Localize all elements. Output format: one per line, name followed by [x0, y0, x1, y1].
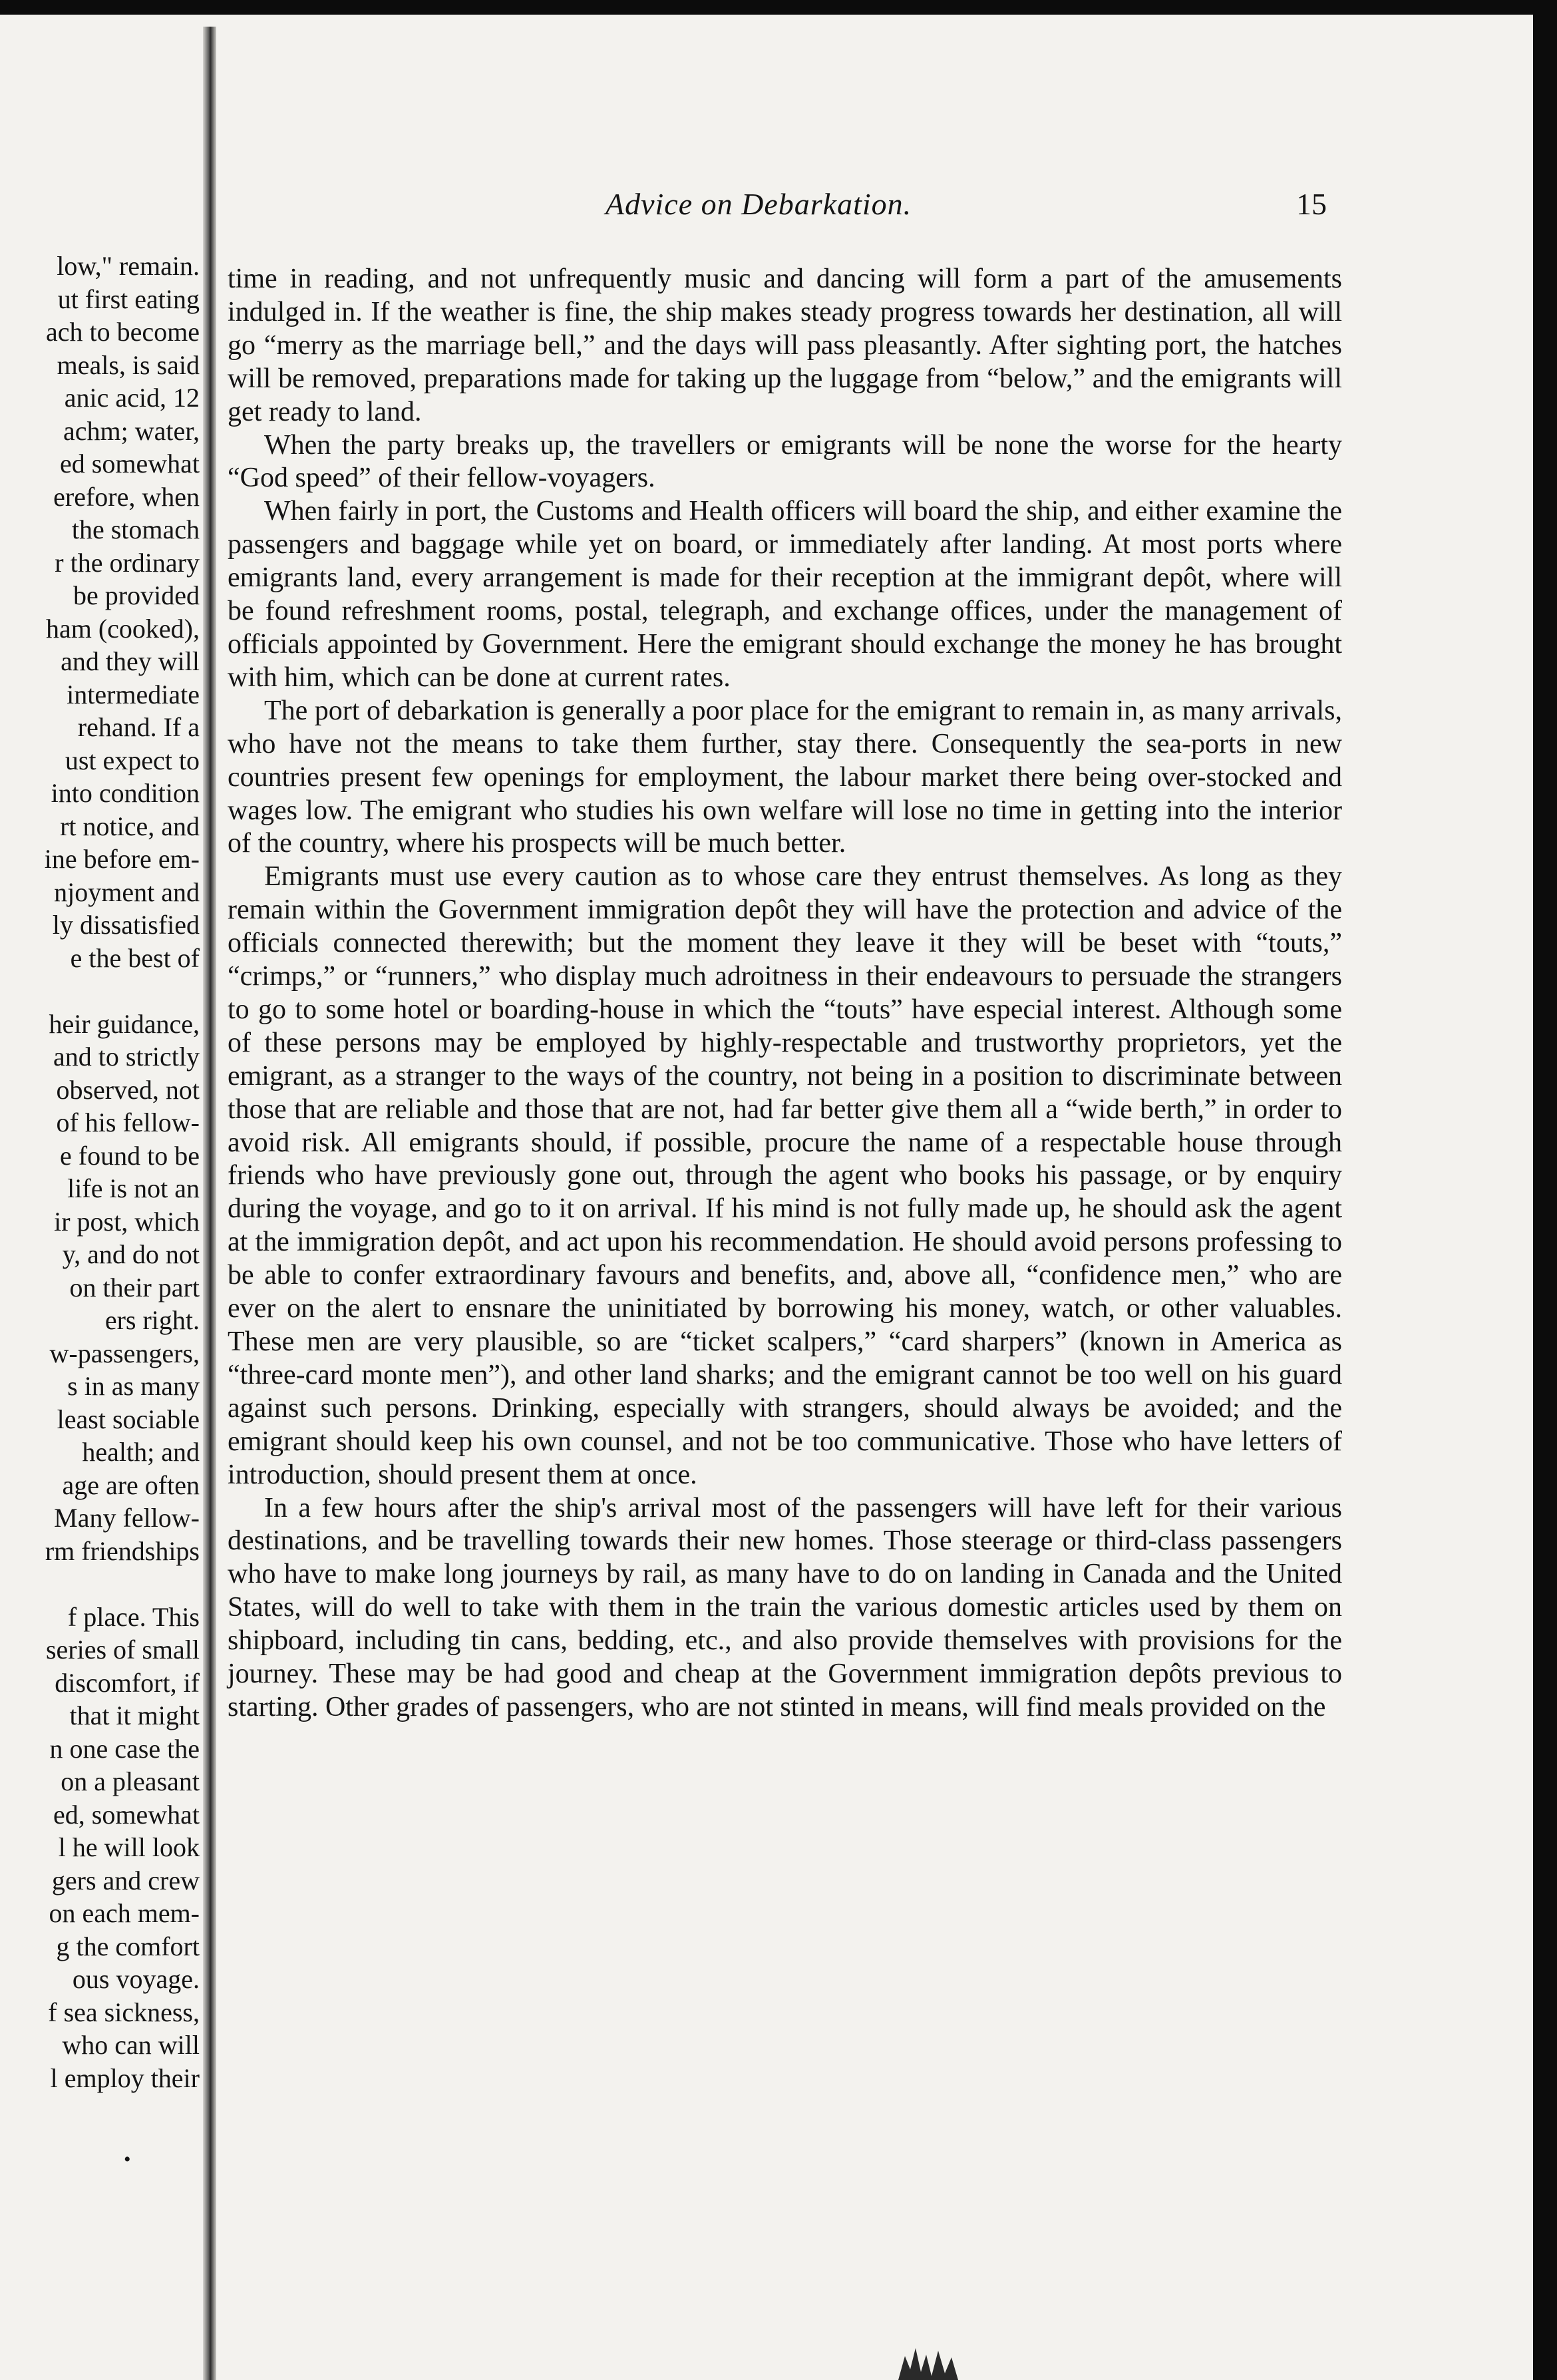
paragraph: time in reading, and not unfrequently music and dancing will form a part of the amusements indulged in. If the weather is fine, the ship makes steady progress towards her destination, all will go “merry as the marriage bell,” and the days will pass pleasantly. After sighting port, the hatches will be removed, preparations made for taking up the luggage from “below,” and the emigrants will get ready to land. [228, 264, 1342, 427]
binding-thread-mark [892, 2343, 971, 2380]
facing-page-line: age are often [62, 1470, 200, 1500]
facing-page-line: gers and crew [51, 1865, 200, 1895]
paragraph: When the party breaks up, the travellers or emigrants will be none the worse for the hearty “God speed” of their fellow-voyagers. [228, 429, 1342, 494]
facing-page-line: rm friendships [45, 1535, 200, 1566]
facing-page-line: ir post, which [54, 1206, 200, 1237]
facing-page-line: e found to be [60, 1140, 200, 1171]
paragraph: When fairly in port, the Customs and Health officers will board the ship, and either examine the passengers and baggage while yet on board, or immediately after landing. At most ports where emigrants land, every arrangement is made for their reception at the immigrant depôt, where will be found refreshment rooms, postal, telegraph, and exchange offices, under the management of officials appointed by Government. Here the emigrant should exchange the money he has brought with him, which can be done at current rates. [228, 496, 1342, 693]
facing-page-line: ine before em- [44, 844, 200, 874]
facing-page-line: ous voyage. [72, 1964, 200, 1994]
facing-page-line: s in as many [67, 1371, 200, 1401]
facing-page-line: l employ their [50, 2063, 200, 2093]
paragraph: In a few hours after the ship's arrival most of the passengers will have left for their various destinations, and be travelling towards their new homes. Those steerage or third-class passengers who have to make long journeys by rail, as many have to do on landing in Canada and the United States, will do well to take with them in the train the various domestic articles used by them on shipboard, including tin cans, bedding, etc., and also provide themselves with provisions for the journey. These may be had good and cheap at the Government immigration depôts previous to starting. Other grades of passengers, who are not stinted in means, will find meals provided on the [228, 1492, 1342, 1722]
facing-page-line: on their part [69, 1272, 200, 1302]
facing-page-line: ed somewhat [60, 449, 200, 479]
facing-page-line: rt notice, and [60, 811, 200, 841]
facing-page-line: Many fellow- [54, 1503, 200, 1533]
facing-page-line: of his fellow- [56, 1107, 200, 1137]
scan-right-border [1533, 0, 1557, 2380]
facing-page-line: ers right. [104, 1305, 200, 1335]
facing-page-line: ach to become [46, 317, 200, 347]
facing-page-line: and to strictly [53, 1042, 200, 1072]
facing-page-line: n one case the [49, 1733, 200, 1764]
facing-page-line: r the ordinary [55, 547, 200, 578]
facing-page-line: g the comfort [56, 1931, 200, 1961]
facing-page-line: ly dissatisfied [52, 910, 200, 940]
facing-page-line: njoyment and [54, 877, 200, 907]
facing-page-line: ust expect to [65, 745, 200, 775]
facing-page-line: e the best of [70, 942, 200, 973]
facing-page-line: that it might [69, 1700, 200, 1730]
facing-page-line: f sea sickness, [48, 1997, 200, 2027]
stray-mark: • [124, 2148, 131, 2170]
facing-page-line: ham (cooked), [45, 613, 200, 644]
facing-page-line: erefore, when [53, 481, 200, 512]
facing-page-line: meals, is said [57, 349, 200, 380]
facing-page-line: low," remain. [57, 253, 200, 281]
facing-page-line: f place. This [67, 1601, 200, 1632]
scan-top-border [0, 0, 1557, 15]
facing-page-line: life is not an [67, 1173, 200, 1203]
facing-page-line: anic acid, 12 [64, 383, 200, 413]
facing-page-line: on a pleasant [61, 1766, 200, 1796]
facing-page-line: health; and [82, 1437, 200, 1467]
facing-page-line: w-passengers, [49, 1338, 200, 1368]
body-text [228, 263, 1342, 2146]
paragraph: The port of debarkation is generally a poor place for the emigrant to remain in, as many arrivals, who have not the means to take them further, stay there. Consequently the sea-ports in new countries present few openings for employment, the labour market there being over-stocked and wages low. The emigrant who studies his own welfare will lose no time in getting into the interior of the country, where his prospects will be much better. [228, 695, 1342, 859]
facing-page-line: discomfort, if [55, 1667, 200, 1698]
facing-page-line: into condition [51, 778, 200, 808]
facing-page-line: be provided [73, 580, 200, 610]
facing-page-line: and they will [61, 646, 200, 676]
facing-page-fragment [0, 253, 200, 2116]
facing-page-line: who can will [62, 2030, 200, 2060]
page-number: 15 [1296, 187, 1327, 221]
facing-page-line: the stomach [71, 514, 200, 544]
facing-page-line: on each mem- [49, 1898, 200, 1928]
facing-page-line: series of small [45, 1635, 200, 1665]
facing-page-line: l he will look [58, 1832, 200, 1862]
facing-page-line: least sociable [57, 1404, 200, 1434]
facing-page-line: intermediate [67, 679, 200, 709]
page-header [0, 186, 1357, 226]
facing-page-line: ut first eating [57, 284, 200, 314]
facing-page-line: heir guidance, [49, 1008, 200, 1039]
facing-page-line: observed, not [56, 1074, 200, 1105]
running-head: Advice on Debarkation. [606, 187, 912, 221]
facing-page-line: y, and do not [62, 1239, 200, 1269]
paragraph: Emigrants must use every caution as to whose care they entrust themselves. As long as they remain within the Government immigration depôt they will have the protection and advice of the officials connected therewith; but the moment they leave it they will be beset with “touts,” “crimps,” or “runners,” who display much adroitness in their endeavours to persuade the strangers to go to some hotel or boarding-house in which the “touts” have especial interest. Although some of these persons may be employed by highly-respectable and trustworthy proprietors, yet the emigrant, as a stranger to the ways of the country, not being in a position to discriminate between those that are reliable and those that are not, had far better give them all a “wide berth,” in order to avoid risk. All emigrants should, if possible, procure the name of a respectable house through friends who have previously gone out, through the agent who books his passage, or by enquiry during the voyage, and go to it on arrival. If his mind is not fully made up, he should ask the agent at the immigration depôt, and act upon his recommendation. He should avoid persons professing to be able to confer extraordinary favours and benefits, and, above all, “confidence men,” who are ever on the alert to ensnare the uninitiated by borrowing his money, watch, or other valuables. These men are very plausible, so are “ticket scalpers,” “card sharpers” (known in America as “three-card monte men”), and other land sharks; and the emigrant cannot be too well on his guard against such persons. Drinking, especially with strangers, should always be avoided; and the emigrant should keep his own counsel, and not be too communicative. Those who have letters of introduction, should present them at once. [228, 861, 1342, 1490]
facing-page-line: achm; water, [63, 415, 200, 446]
facing-page-line: ed, somewhat [53, 1799, 200, 1830]
book-gutter [203, 27, 216, 2380]
facing-page-line: rehand. If a [77, 712, 200, 742]
